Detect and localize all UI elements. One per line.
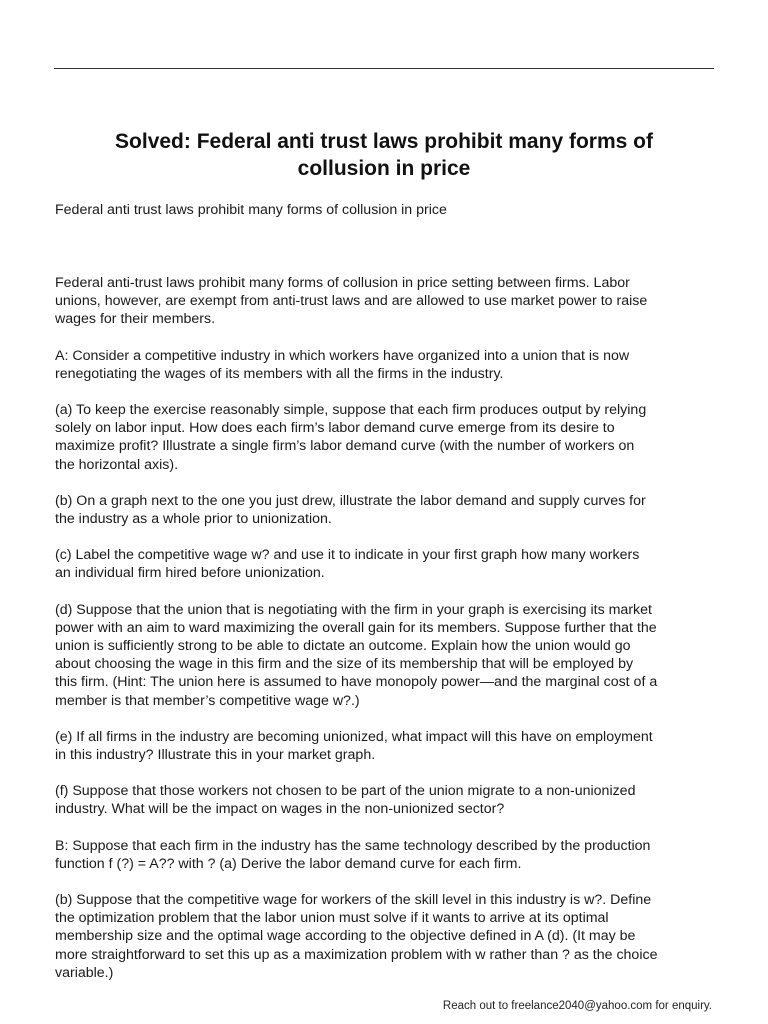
document-title: Solved: Federal anti trust laws prohibit many forms of collusion in price bbox=[115, 130, 653, 180]
footer-enquiry-note: Reach out to freelance2040@yahoo.com for enquiry. bbox=[442, 1000, 712, 1012]
paragraph-b-b: (b) Suppose that the competitive wage for workers of the skill level in this industry is w?. Define the optimization problem that the labor union must solve if it wants to arrive at its optimal membership size and the optimal wage according to the objective defined in A (d). (It may be more straightforward to set this up as a maximization problem with w rather than ? as the choice variable.) bbox=[55, 892, 658, 981]
paragraph-a-e: (e) If all firms in the industry are becoming unionized, what impact will this have on employment in this industry? Illustrate this in your market graph. bbox=[55, 728, 653, 764]
top-divider bbox=[54, 68, 714, 69]
paragraph-a-c: (c) Label the competitive wage w? and use it to indicate in your first graph how many workers an individual firm hired before unionization. bbox=[55, 547, 640, 582]
paragraph-a-a: (a) To keep the exercise reasonably simple, suppose that each firm produces output by relying solely on labor input. How does each firm’s labor demand curve emerge from its desire to maximize profit? Illustrate a single firm’s labor demand curve (with the number of workers on the horizontal axis). bbox=[55, 402, 647, 473]
paragraph-part-a: A: Consider a competitive industry in which workers have organized into a union that is now renegotiating the wages of its members with all the firms in the industry. bbox=[55, 347, 630, 382]
document-body bbox=[55, 274, 727, 1000]
paragraph-part-b: B: Suppose that each firm in the industry has the same technology described by the production function f (?) = A?? with ? (a) Derive the labor demand curve for each firm. bbox=[55, 837, 651, 872]
document-subtitle: Federal anti trust laws prohibit many forms of collusion in price bbox=[55, 202, 447, 218]
paragraph-a-d: (d) Suppose that the union that is negotiating with the firm in your graph is exercising its market power with an aim to ward maximizing the overall gain for its members. Suppose further that the union is sufficiently strong to be able to dictate an outcome. Explain how the union would go about choosing the wage in this firm and the size of its membership that will be employed by this firm. (Hint: The union here is assumed to have monopoly power—and the marginal cost of a member is that member’s competitive wage w?.) bbox=[55, 601, 658, 709]
paragraph-intro: Federal anti-trust laws prohibit many forms of collusion in price setting between firms. Labor unions, however, are exempt from anti-trust laws and are allowed to use market power to raise wages for their members. bbox=[55, 275, 648, 328]
paragraph-a-f: (f) Suppose that those workers not chosen to be part of the union migrate to a non-unionized industry. What will be the impact on wages in the non-unionized sector? bbox=[55, 783, 636, 818]
paragraph-a-b: (b) On a graph next to the one you just drew, illustrate the labor demand and supply curves for the industry as a whole prior to unionization. bbox=[55, 492, 646, 528]
